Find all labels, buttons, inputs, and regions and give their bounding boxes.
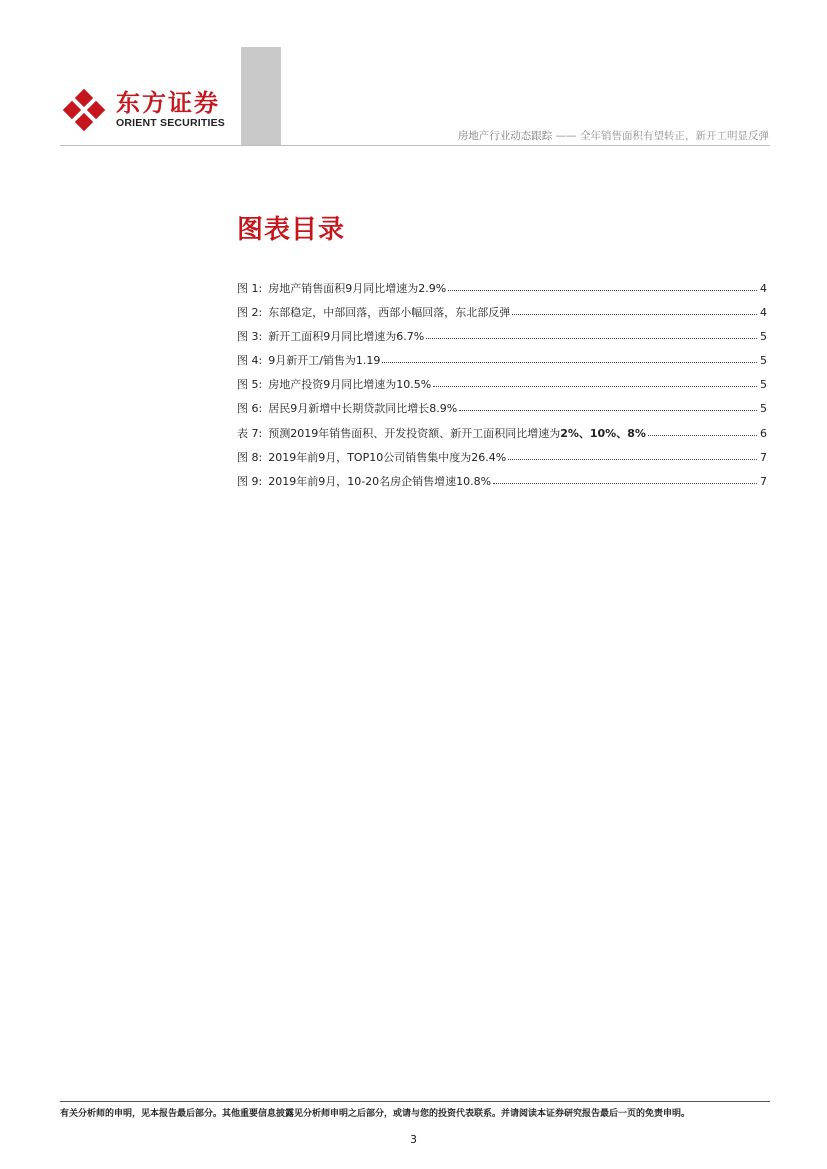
toc-item-label: 房地产投资9月同比增速为10.5% [268, 378, 432, 392]
toc-item-label: 2019年前9月，10-20名房企销售增速10.8% [268, 474, 492, 488]
toc-leader-dots [508, 450, 757, 460]
toc-leader-dots [382, 353, 757, 363]
toc-item-label: 新开工面积9月同比增速为6.7% [268, 330, 425, 344]
toc-item-prefix: 表 7: [237, 426, 263, 440]
footer-disclaimer: 有关分析师的申明，见本报告最后部分。其他重要信息披露见分析师申明之后部分，或请与您的投资代表联系。并请阅读本证券研究报告最后一页的免责申明。 [60, 1109, 691, 1119]
toc-item-prefix: 图 1: [237, 282, 263, 295]
toc-item-prefix: 图 9: [237, 474, 263, 488]
toc-item-prefix: 图 2: [237, 306, 263, 320]
toc-leader-dots [459, 401, 757, 411]
report-header [458, 128, 769, 143]
toc-item-page: 7 [760, 450, 767, 464]
toc-leader-dots [493, 474, 757, 484]
toc-item-label: 2019年前9月，TOP10公司销售集中度为26.4% [268, 450, 507, 464]
toc-item[interactable] [237, 352, 767, 376]
toc-item-page: 4 [760, 282, 767, 295]
orient-securities-logo-icon [62, 88, 106, 132]
toc-item-page: 7 [760, 474, 767, 488]
toc-item-label [268, 425, 646, 441]
toc-leader-dots [426, 329, 757, 339]
toc-item-prefix: 图 8: [237, 450, 263, 464]
toc-item-prefix: 图 6: [237, 402, 263, 416]
header-accent-bar [241, 47, 281, 145]
toc-item-page: 4 [760, 306, 767, 320]
toc-item-prefix: 图 5: [237, 378, 263, 392]
toc-item-label-text: 预测2019年销售面积、开发投资额、新开工面积同比增速为 [268, 426, 561, 440]
toc-item-label: 9月新开工/销售为1.19 [268, 354, 381, 368]
report-type: 房地产行业动态跟踪 [457, 130, 553, 142]
toc-item-page: 6 [760, 426, 767, 440]
toc-leader-dots [448, 281, 757, 291]
toc-item[interactable] [237, 449, 767, 473]
toc-item-label: 房地产销售面积9月同比增速为2.9% [268, 282, 447, 295]
brand-name-cn: 东方证券 [116, 89, 220, 117]
report-title: 全年销售面积有望转正，新开工明显反弹 [580, 130, 769, 142]
toc-item[interactable] [237, 304, 767, 328]
toc-item-page: 5 [760, 402, 767, 416]
toc-item-label-bold: 2%、10%、8% [560, 426, 646, 440]
toc-item-page: 5 [760, 330, 767, 344]
toc-leader-dots [433, 377, 757, 387]
footer-divider [60, 1101, 770, 1102]
toc-item[interactable] [237, 400, 767, 424]
header-separator: —— [555, 130, 577, 142]
header-divider [60, 145, 770, 146]
toc-leader-dots [512, 305, 757, 315]
toc-leader-dots [648, 426, 757, 436]
toc-item-label: 东部稳定，中部回落，西部小幅回落，东北部反弹 [268, 306, 511, 320]
toc-title: 图表目录 [237, 215, 346, 245]
toc-item[interactable] [237, 473, 767, 497]
toc-item[interactable] [237, 328, 767, 352]
toc-item-prefix: 图 3: [237, 330, 263, 344]
toc-item[interactable] [237, 376, 767, 400]
toc-item-page: 5 [760, 354, 767, 368]
toc-item[interactable] [237, 425, 767, 449]
brand-name-en: ORIENT SECURITIES [116, 117, 225, 129]
toc-item-prefix: 图 4: [237, 354, 263, 368]
toc-item-label: 居民9月新增中长期贷款同比增长8.9% [268, 402, 458, 416]
company-logo [62, 88, 225, 132]
toc-list [237, 280, 767, 497]
toc-item[interactable] [237, 280, 767, 304]
toc-item-page: 5 [760, 378, 767, 392]
page-number: 3 [410, 1133, 417, 1146]
